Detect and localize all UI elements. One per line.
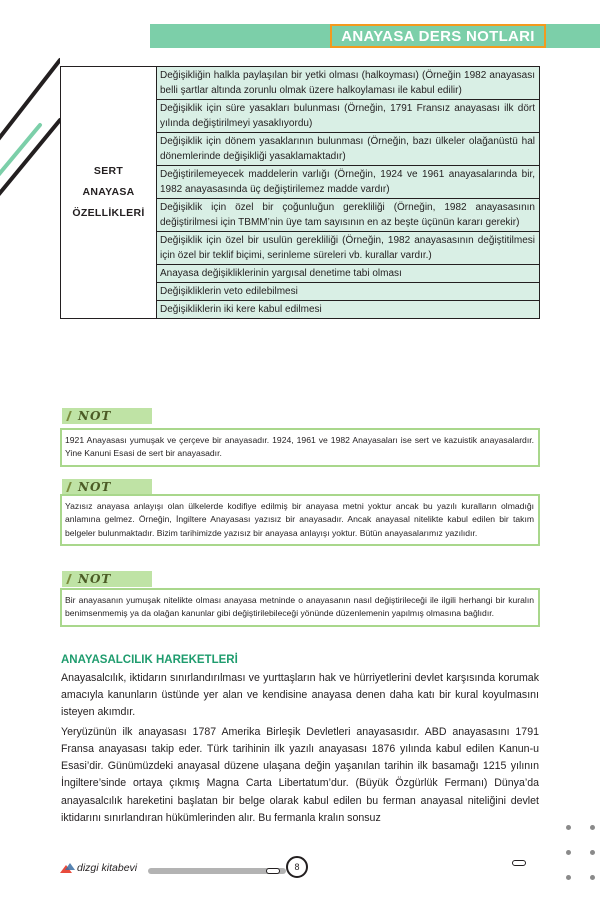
note-tag-label: NOT bbox=[78, 409, 112, 423]
table-row: Değişiklik için dönem yasaklarının bulunması (Örneğin, bazı ülkeler olağanüstü hal dönemlerinde değişikliği yasaklamaktadır) bbox=[157, 133, 540, 166]
footer-pill bbox=[266, 868, 280, 874]
publisher-logo-icon bbox=[60, 863, 74, 873]
note-box: Bir anayasanın yumuşak nitelikte olması anayasa metninde o anayasanın nasıl değiştirileceği ile ilgili herhangi bir kuralın benimsenmemiş ya da olağan kanunlar gibi değiştirilebileceği yönünde düzenlemenin yapılmış olmasına bağlıdır. bbox=[60, 588, 540, 627]
pencil-tick-icon bbox=[66, 574, 76, 584]
table-row: Değişikliklerin iki kere kabul edilmesi bbox=[157, 301, 540, 319]
page-header-title: ANAYASA DERS NOTLARI bbox=[341, 27, 535, 45]
note-box: 1921 Anayasası yumuşak ve çerçeve bir anayasadır. 1924, 1961 ve 1982 Anayasaları ise sert ve kazuistik anayasalardır. Yine Kanuni Esasi de sert bir anayasadır. bbox=[60, 428, 540, 467]
table-label-line: ANAYASA bbox=[82, 186, 135, 198]
note-tag bbox=[62, 408, 152, 424]
page-number: 8 bbox=[294, 862, 300, 872]
table-row: Değişiklik için özel bir çoğunluğun gerekliliği (Örneğin, 1982 anayasasının değiştirilmesi için TBMM’nin üye tam sayısının en az beşte üçünün kararı gerekir) bbox=[157, 199, 540, 232]
note-tag-label: NOT bbox=[78, 572, 112, 586]
table-label-cell bbox=[61, 67, 157, 319]
pencil-tick-icon bbox=[66, 482, 76, 492]
table-row: Değişikliklerin veto edilebilmesi bbox=[157, 283, 540, 301]
pencil-tick-icon bbox=[66, 411, 76, 421]
footer-pill bbox=[512, 860, 526, 866]
dot bbox=[566, 850, 571, 855]
dot bbox=[566, 875, 571, 880]
publisher-name: dizgi kitabevi bbox=[77, 862, 138, 874]
dot bbox=[590, 875, 595, 880]
dot bbox=[566, 825, 571, 830]
note-box: Yazısız anayasa anlayışı olan ülkelerde kodifiye edilmiş bir anayasa metni yoktur ancak bu yazılı kuralların olmadığı anlamına gelmez. Örneğin, İngiltere Anayasası yazısız bir anayasadır. Ancak anayasal nitelikte kabul edilen bir takım belgeler bulunmaktadır. Bizim tarihimizde yazısız bir anayasa anlayışı yoktur. Bütün anayasalarımız yazılıdır. bbox=[60, 494, 540, 546]
body-paragraph: Yeryüzünün ilk anayasası 1787 Amerika Birleşik Devletleri anayasasıdır. ABD anayasasını 1791 Fransa anayasası takip eder. Türk tarihinin ilk yazılı anayasası 1876 yılında kabul edilen Kanun-u Esasi’dir. Günümüzdeki anayasal düzene ulaşana değin yaşanılan tarihin ilk basamağı 1215 yılının İngiltere’sinde ortaya çıkmış Magna Carta Libertatum’dur. (Büyük Özgürlük Fermanı) Dünya’da anayasalcılık hareketini başlatan bir belge olarak kabul edilen bu ferman anayasal niteliğini devlet iktidarını sınırlandıran hükümlerinden alır. Bu fermanla kralın sonsuz bbox=[61, 726, 539, 824]
note-tag bbox=[62, 571, 152, 587]
header-title-box bbox=[330, 24, 546, 48]
note-tag-label: NOT bbox=[78, 480, 112, 494]
decorative-strokes bbox=[0, 0, 60, 240]
note-tag bbox=[62, 479, 152, 495]
table-row: Değişiklik için özel bir usulün gerekliliği (Örneğin, 1982 anayasasının değiştitilmesi için özel bir teklif biçimi, serinleme süreleri vb. kurallar vardır.) bbox=[157, 232, 540, 265]
rigid-constitution-table bbox=[60, 66, 540, 319]
publisher-brand bbox=[60, 862, 137, 874]
table-label-line: SERT bbox=[93, 165, 124, 177]
dot bbox=[590, 850, 595, 855]
table-row: Değiştirilemeyecek maddelerin varlığı (Örneğin, 1924 ve 1961 anayasalarında bir, 1982 anayasasında üç değiştirilemez madde vardır) bbox=[157, 166, 540, 199]
section-heading: ANAYASALCILIK HAREKETLERİ bbox=[61, 654, 238, 666]
table-label-line: ÖZELLİKLERİ bbox=[72, 207, 145, 219]
table-row: Değişikliğin halkla paylaşılan bir yetki olması (halkoyması) (Örneğin 1982 anayasası belli şartlar altında zorunlu olmak üzere halkoylaması ile kabul edilir) bbox=[157, 67, 540, 100]
table-row: Anayasa değişikliklerinin yargısal denetime tabi olması bbox=[157, 265, 540, 283]
body-paragraph: Anayasalcılık, iktidarın sınırlandırılması ve yurttaşların hak ve hürriyetlerini devlet karşısında korumak amacıyla kanunların üstünde yer alan ve kendisine anayasa denen daha katı bir kural koyulmasını isteyen akımdır. bbox=[61, 672, 539, 719]
table-row: Değişiklik için süre yasakları bulunması (Örneğin, 1791 Fransız anayasası ilk dört yılında değiştirilmeyi yasaklıyordu) bbox=[157, 100, 540, 133]
dot bbox=[590, 825, 595, 830]
page-number-badge bbox=[286, 856, 308, 878]
